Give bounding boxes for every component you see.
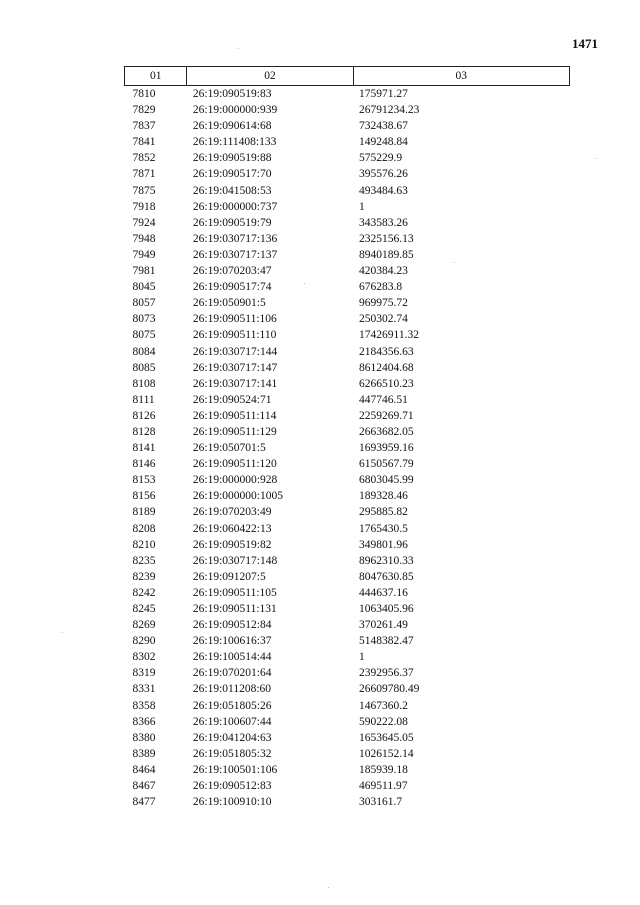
cell-cadastral-number: 26:19:030717:147	[192, 361, 278, 374]
cell-value: 590222.08	[359, 715, 408, 728]
table-row	[125, 440, 570, 456]
cell-cadastral-number: 26:19:100910:10	[192, 796, 272, 809]
cell-cadastral-number: 26:19:090512:84	[192, 619, 272, 632]
cell-cadastral-number: 26:19:090517:74	[192, 281, 272, 294]
cell-id: 8467	[132, 780, 156, 793]
cell-cadastral-number: 26:19:100607:44	[192, 715, 272, 728]
cell-cadastral-number: 26:19:030717:136	[192, 232, 278, 245]
cell-value: 6150567.79	[359, 458, 414, 471]
cell-id: 8319	[132, 667, 156, 680]
cell-value: 8612404.68	[359, 361, 414, 374]
cell-cadastral-number: 26:19:090511:105	[192, 586, 277, 599]
cell-cadastral-number: 26:19:100514:44	[192, 651, 272, 664]
table-row	[125, 360, 570, 376]
cell-cadastral-number: 26:19:070201:64	[192, 667, 272, 680]
cell-cadastral-number: 26:19:091207:5	[192, 570, 266, 583]
table-row	[125, 231, 570, 247]
cell-value: 575229.9	[359, 152, 403, 165]
cell-value: 420384.23	[359, 265, 408, 278]
cell-value: 1	[359, 651, 365, 664]
table-row	[125, 263, 570, 279]
cell-value: 17426911.32	[359, 329, 419, 342]
table-row	[125, 698, 570, 714]
table-row	[125, 585, 570, 601]
cell-cadastral-number: 26:19:011208:60	[192, 683, 272, 696]
cell-id: 8084	[132, 345, 156, 358]
cell-value: 1026152.14	[359, 747, 414, 760]
cell-cadastral-number: 26:19:090511:129	[192, 425, 277, 438]
cell-cadastral-number: 26:19:030717:137	[192, 248, 278, 261]
cell-cadastral-number: 26:19:051805:26	[192, 699, 272, 712]
cell-id: 8477	[132, 796, 156, 809]
table-row	[125, 472, 570, 488]
cell-id: 8156	[132, 490, 156, 503]
table-body	[125, 86, 570, 811]
table-row	[125, 714, 570, 730]
cell-cadastral-number: 26:19:000000:939	[192, 104, 278, 117]
cell-value: 969975.72	[359, 297, 408, 310]
table-row	[125, 247, 570, 263]
cell-id: 8302	[132, 651, 156, 664]
cell-id: 7852	[132, 152, 156, 165]
column-header-03: 03	[353, 67, 569, 86]
scan-speck	[304, 283, 305, 284]
table-row	[125, 86, 570, 103]
cell-cadastral-number: 26:19:050701:5	[192, 442, 266, 455]
cell-cadastral-number: 26:19:060422:13	[192, 522, 272, 535]
table-row	[125, 134, 570, 150]
cell-cadastral-number: 26:19:100616:37	[192, 635, 272, 648]
table-row	[125, 488, 570, 504]
cell-value: 6803045.99	[359, 474, 414, 487]
cell-cadastral-number: 26:19:090512:83	[192, 780, 272, 793]
cell-value: 2325156.13	[359, 232, 414, 245]
cell-value: 6266510.23	[359, 377, 414, 390]
cell-cadastral-number: 26:19:051805:32	[192, 747, 272, 760]
cell-cadastral-number: 26:19:030717:148	[192, 554, 278, 567]
cell-id: 8366	[132, 715, 156, 728]
cell-id: 8235	[132, 554, 156, 567]
cell-value: 295885.82	[359, 506, 408, 519]
scan-speck	[238, 48, 239, 49]
cell-id: 8111	[132, 393, 155, 406]
cell-cadastral-number: 26:19:000000:1005	[192, 490, 283, 503]
cell-id: 8389	[132, 747, 156, 760]
cell-id: 8269	[132, 619, 156, 632]
table-row	[125, 215, 570, 231]
cell-id: 7981	[132, 265, 156, 278]
cell-value: 493484.63	[359, 184, 408, 197]
cell-value: 189328.46	[359, 490, 408, 503]
cell-id: 8126	[132, 409, 156, 422]
cell-id: 8290	[132, 635, 156, 648]
cell-id: 8331	[132, 683, 156, 696]
table-row	[125, 504, 570, 520]
cell-value: 444637.16	[359, 586, 408, 599]
table-row	[125, 392, 570, 408]
cell-value: 185939.18	[359, 763, 408, 776]
cell-cadastral-number: 26:19:030717:141	[192, 377, 278, 390]
cell-value: 149248.84	[359, 136, 408, 149]
cell-id: 8380	[132, 731, 156, 744]
table-row	[125, 424, 570, 440]
cell-value: 26791234.23	[359, 104, 420, 117]
cell-id: 7841	[132, 136, 156, 149]
cell-value: 469511.97	[359, 780, 408, 793]
table-row	[125, 762, 570, 778]
table-row	[125, 601, 570, 617]
cell-cadastral-number: 26:19:090511:131	[192, 603, 277, 615]
cell-cadastral-number: 26:19:090524:71	[192, 393, 272, 406]
cell-cadastral-number: 26:19:000000:737	[192, 200, 278, 213]
cell-value: 1467360.2	[359, 699, 408, 712]
cell-id: 8358	[132, 699, 156, 712]
cell-id: 8073	[132, 313, 156, 326]
cell-cadastral-number: 26:19:090511:120	[192, 458, 277, 471]
cell-id: 7949	[132, 248, 156, 261]
cell-cadastral-number: 26:19:070203:49	[192, 506, 272, 519]
cell-cadastral-number: 26:19:090517:70	[192, 168, 272, 181]
cell-id: 8075	[132, 329, 156, 342]
scan-speck	[454, 262, 455, 263]
cell-value: 250302.74	[359, 313, 408, 326]
cell-id: 8057	[132, 297, 156, 310]
table-row	[125, 537, 570, 553]
table-row	[125, 521, 570, 537]
cell-cadastral-number: 26:19:090519:88	[192, 152, 272, 165]
cell-id: 7924	[132, 216, 156, 229]
cell-id: 8045	[132, 281, 156, 294]
data-table	[124, 66, 570, 810]
cell-cadastral-number: 26:19:050901:5	[192, 297, 266, 310]
table-row	[125, 633, 570, 649]
cell-value: 303161.7	[359, 796, 403, 809]
table-row	[125, 183, 570, 199]
table-row	[125, 166, 570, 182]
cell-value: 1653645.05	[359, 731, 414, 744]
cell-id: 7810	[132, 88, 156, 100]
cell-value: 175971.27	[359, 88, 408, 100]
cell-cadastral-number: 26:19:111408:133	[192, 136, 277, 149]
cell-id: 7918	[132, 200, 156, 213]
cell-value: 2663682.05	[359, 425, 414, 438]
cell-value: 1	[359, 200, 365, 213]
table-row	[125, 456, 570, 472]
table-row	[125, 617, 570, 633]
cell-cadastral-number: 26:19:041508:53	[192, 184, 272, 197]
cell-value: 395576.26	[359, 168, 408, 181]
table-row	[125, 649, 570, 665]
cell-cadastral-number: 26:19:100501:106	[192, 763, 278, 776]
cell-id: 8245	[132, 603, 156, 615]
cell-cadastral-number: 26:19:070203:47	[192, 265, 272, 278]
scan-speck	[596, 158, 597, 159]
cell-id: 8242	[132, 586, 156, 599]
cell-id: 8239	[132, 570, 156, 583]
table-row	[125, 118, 570, 134]
cell-value: 732438.67	[359, 120, 408, 133]
cell-id: 8189	[132, 506, 156, 519]
cell-value: 5148382.47	[359, 635, 414, 648]
cell-cadastral-number: 26:19:090519:79	[192, 216, 272, 229]
cell-value: 1063405.96	[359, 603, 414, 615]
cell-id: 8210	[132, 538, 156, 551]
cell-id: 8108	[132, 377, 156, 390]
cell-id: 8208	[132, 522, 156, 535]
cell-cadastral-number: 26:19:090511:106	[192, 313, 277, 326]
cell-cadastral-number: 26:19:090519:82	[192, 538, 272, 551]
table-row	[125, 279, 570, 295]
cell-value: 8940189.85	[359, 248, 414, 261]
cell-cadastral-number: 26:19:030717:144	[192, 345, 278, 358]
cell-cadastral-number: 26:19:090511:110	[192, 329, 277, 342]
table-row	[125, 150, 570, 166]
table-row	[125, 344, 570, 360]
table-row	[125, 778, 570, 794]
cell-id: 8128	[132, 425, 156, 438]
table-row	[125, 311, 570, 327]
table-row	[125, 665, 570, 681]
cell-value: 2392956.37	[359, 667, 414, 680]
cell-value: 1765430.5	[359, 522, 408, 535]
table-row	[125, 553, 570, 569]
column-header-02: 02	[187, 67, 353, 86]
table-row	[125, 376, 570, 392]
cell-id: 7871	[132, 168, 156, 181]
table-row	[125, 102, 570, 118]
table-row	[125, 295, 570, 311]
table-row	[125, 569, 570, 585]
table-row	[125, 327, 570, 343]
cell-id: 8141	[132, 442, 156, 455]
cell-value: 2184356.63	[359, 345, 414, 358]
cell-value: 8962310.33	[359, 554, 414, 567]
cell-cadastral-number: 26:19:090511:114	[192, 409, 277, 422]
cell-id: 8464	[132, 763, 156, 776]
cell-cadastral-number: 26:19:041204:63	[192, 731, 272, 744]
cell-id: 7837	[132, 120, 156, 133]
cell-value: 2259269.71	[359, 409, 414, 422]
cell-id: 7829	[132, 104, 156, 117]
cell-value: 676283.8	[359, 281, 403, 294]
cell-id: 8153	[132, 474, 156, 487]
cell-value: 349801.96	[359, 538, 408, 551]
table-row	[125, 794, 570, 810]
cell-cadastral-number: 26:19:090614:68	[192, 120, 272, 133]
table-row	[125, 746, 570, 762]
table-row	[125, 681, 570, 697]
cell-value: 370261.49	[359, 619, 408, 632]
cell-value: 447746.51	[359, 393, 408, 406]
page-number: 1471	[572, 36, 598, 51]
table-row	[125, 730, 570, 746]
scan-speck	[328, 887, 329, 888]
table-row	[125, 408, 570, 424]
cell-cadastral-number: 26:19:000000:928	[192, 474, 278, 487]
table-header-row	[125, 67, 570, 86]
cell-value: 343583.26	[359, 216, 408, 229]
scan-speck	[62, 632, 63, 633]
cell-id: 7875	[132, 184, 156, 197]
cell-value: 1693959.16	[359, 442, 414, 455]
cell-id: 8085	[132, 361, 156, 374]
cell-value: 26609780.49	[359, 683, 420, 696]
cell-id: 8146	[132, 458, 156, 471]
cell-id: 7948	[132, 232, 156, 245]
cell-value: 8047630.85	[359, 570, 414, 583]
table-row	[125, 199, 570, 215]
cell-cadastral-number: 26:19:090519:83	[192, 88, 272, 100]
column-header-01: 01	[125, 67, 187, 86]
